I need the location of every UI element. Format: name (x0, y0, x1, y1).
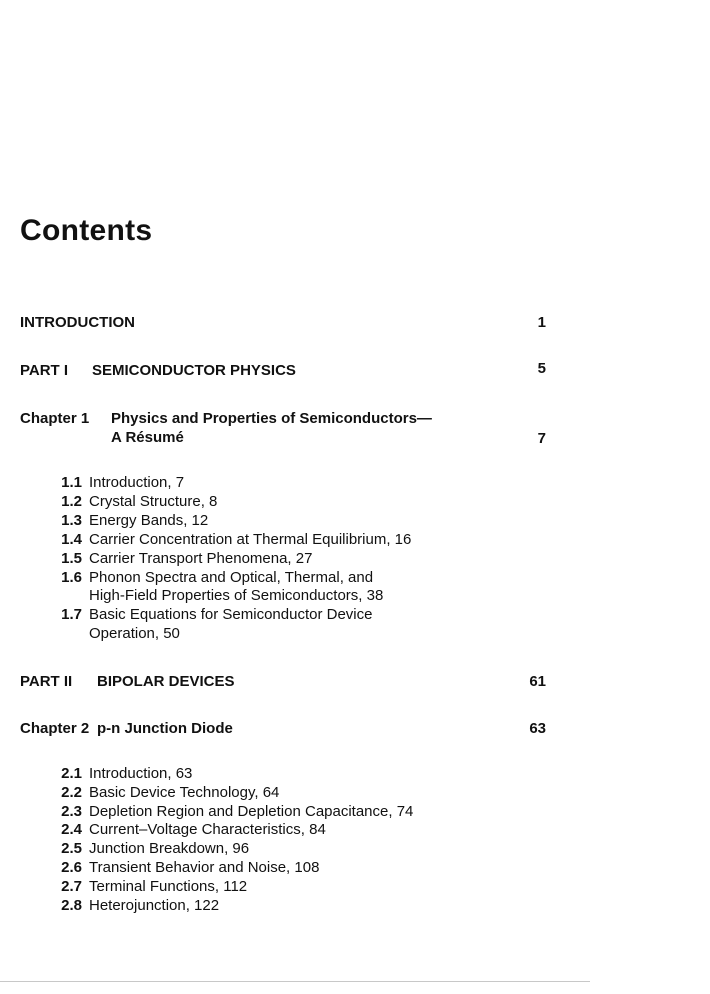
section-title: Terminal Functions, 112 (89, 877, 248, 895)
section-number: 2.5 (61, 840, 82, 858)
section-number: 2.4 (61, 821, 82, 839)
section-title: Current–Voltage Characteristics, 84 (89, 821, 326, 839)
section-title: Carrier Concentration at Thermal Equilibrium, 16 (89, 530, 412, 548)
section-title: Energy Bands, 12 (89, 511, 209, 529)
part1-title: SEMICONDUCTOR PHYSICS (92, 362, 296, 379)
section-title: High-Field Properties of Semiconductors, 38 (89, 587, 384, 605)
section-title: Heterojunction, 122 (89, 896, 220, 914)
introduction-label: INTRODUCTION (20, 314, 135, 331)
introduction-page: 1 (537, 314, 546, 331)
section-number: 1.3 (61, 511, 82, 529)
chapter1-prefix: Chapter 1 (20, 410, 90, 427)
section-number: 1.7 (61, 606, 82, 624)
section-title: Operation, 50 (89, 625, 180, 643)
section-number: 1.2 (61, 492, 82, 510)
section-number: 2.2 (61, 783, 82, 801)
section-number: 2.1 (61, 765, 82, 782)
part2-page: 61 (529, 673, 546, 690)
section-title: Crystal Structure, 8 (89, 492, 218, 510)
section-title: Junction Breakdown, 96 (89, 840, 250, 858)
section-title: Introduction, 7 (89, 474, 185, 491)
section-number: 1.6 (61, 568, 82, 586)
section-number: 2.7 (61, 877, 82, 895)
section-number: 1.5 (61, 549, 82, 567)
page-title: Contents (20, 214, 153, 247)
chapter2-title: p-n Junction Diode (97, 720, 233, 737)
section-number: 1.1 (61, 474, 82, 491)
section-title: Basic Device Technology, 64 (89, 783, 280, 801)
section-number: 2.3 (61, 802, 82, 820)
part2-title: BIPOLAR DEVICES (97, 673, 235, 690)
section-number: 2.6 (61, 859, 82, 876)
chapter1-page: 7 (537, 430, 546, 447)
section-title: Depletion Region and Depletion Capacitance, 74 (89, 802, 414, 820)
chapter1-title-line1: Physics and Properties of Semiconductors— (111, 410, 432, 427)
section-title: Basic Equations for Semiconductor Device (89, 606, 373, 624)
section-number: 1.4 (61, 530, 82, 548)
part2-prefix: PART II (20, 673, 73, 690)
chapter2-prefix: Chapter 2 (20, 720, 90, 737)
section-title: Introduction, 63 (89, 765, 193, 782)
section-title: Carrier Transport Phenomena, 27 (89, 549, 313, 567)
chapter2-page: 63 (529, 720, 546, 737)
part1-prefix: PART I (20, 362, 69, 379)
chapter1-title-line2: A Résumé (111, 429, 184, 446)
section-number: 2.8 (61, 896, 82, 914)
section-title: Phonon Spectra and Optical, Thermal, and (89, 568, 374, 586)
part1-page: 5 (537, 360, 546, 377)
section-title: Transient Behavior and Noise, 108 (89, 859, 320, 876)
bottom-rule (0, 981, 590, 982)
